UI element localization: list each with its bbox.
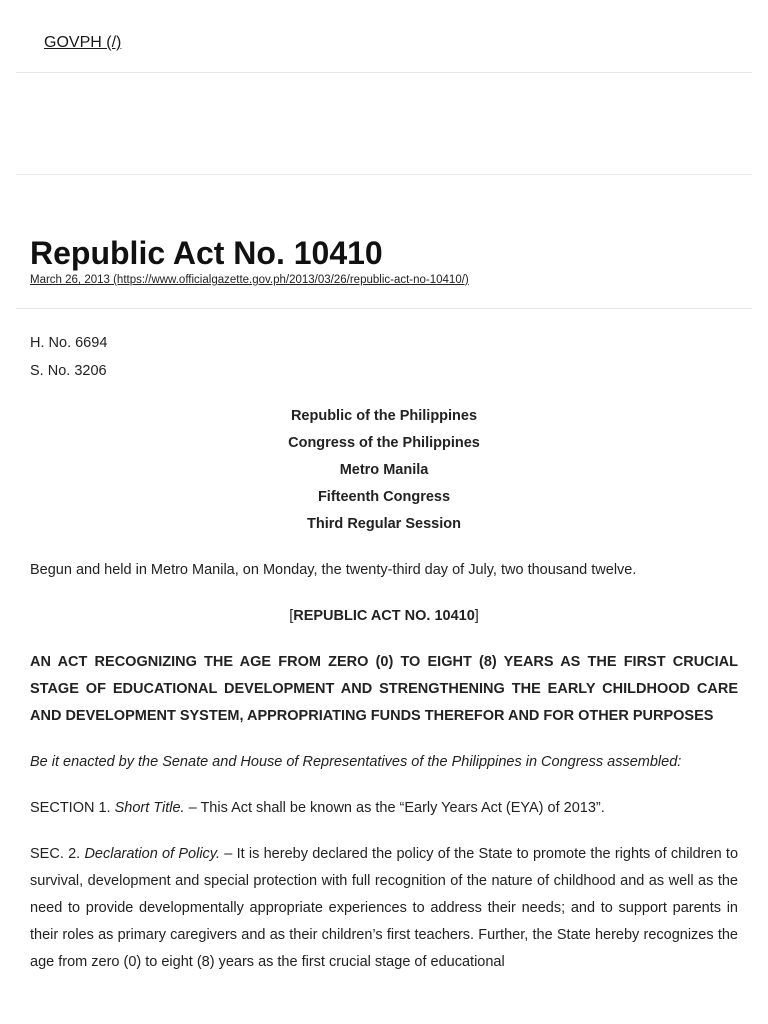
article-body [0, 309, 768, 976]
top-navigation-bar [16, 0, 752, 73]
section-2-label: SEC. 2. [30, 846, 85, 862]
header-line: Republic of the Philippines [290, 408, 478, 424]
senate-bill-number: S. No. 3206 [30, 363, 107, 379]
section-2-heading: Declaration of Policy. [84, 846, 221, 862]
house-bill-number: H. No. 6694 [30, 335, 108, 351]
begun-statement: Begun and held in Metro Manila, on Monday, the twenty-third day of July, two thousand twelve. [30, 562, 637, 578]
legislative-header [30, 403, 738, 538]
act-number: REPUBLIC ACT NO. 10410 [293, 608, 475, 624]
header-line: Metro Manila [339, 462, 429, 478]
section-2-text: – It is hereby declared the policy of the State to promote the rights of children to survival, development and special protection with full recognition of the nature of childhood and as well as the need to provide developmentally appropriate experiences to address their needs; and to support parents in their roles as primary caregivers and as their children’s first teachers. Further, the State hereby recognizes the age from zero (0) to eight (8) years as the first crucial stage of educational [30, 846, 739, 970]
header-line: Congress of the Philippines [288, 435, 480, 451]
bracket-close: ] [474, 608, 479, 624]
act-number-line [30, 603, 738, 630]
act-title: AN ACT RECOGNIZING THE AGE FROM ZERO (0) TO EIGHT (8) YEARS AS THE FIRST CRUCIAL STAGE OF EDUCATIONAL DEVELOPMENT AND STRENGTHENING THE EARLY CHILDHOOD CARE AND DEVELOPMENT SYSTEM, APPROPRIATING FUNDS THEREFOR AND FOR OTHER PURPOSES [30, 654, 738, 724]
header-line: Third Regular Session [307, 516, 461, 532]
article-header [16, 175, 752, 309]
section-2 [30, 841, 738, 976]
enacting-clause: Be it enacted by the Senate and House of Representatives of the Philippines in Congress assembled: [30, 754, 682, 770]
banner-area [16, 73, 752, 175]
section-1-text: – This Act shall be known as the “Early Years Act (EYA) of 2013”. [184, 800, 605, 816]
section-1 [30, 795, 738, 822]
govph-home-link[interactable]: GOVPH (/) [44, 34, 122, 51]
bracket-open: [ [289, 608, 294, 624]
section-1-label: SECTION 1. [30, 800, 115, 816]
header-line: Fifteenth Congress [317, 489, 451, 505]
article-date-link[interactable]: March 26, 2013 (https://www.officialgazette.gov.ph/2013/03/26/republic-act-no-10410/) [30, 274, 469, 286]
page-title: Republic Act No. 10410 [30, 235, 383, 271]
section-1-heading: Short Title. [114, 800, 185, 816]
